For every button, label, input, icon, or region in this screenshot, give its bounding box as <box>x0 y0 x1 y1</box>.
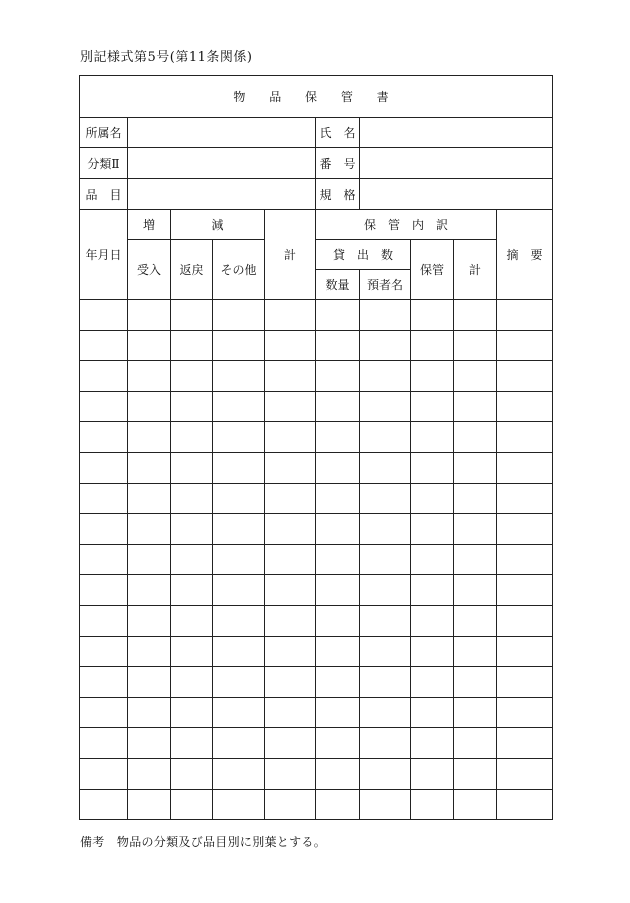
entry-cell[interactable] <box>316 789 360 820</box>
entry-cell[interactable] <box>360 391 411 422</box>
entry-cell[interactable] <box>497 514 553 545</box>
entry-cell[interactable] <box>128 452 171 483</box>
table-row <box>80 483 553 514</box>
entry-cell[interactable] <box>316 361 360 392</box>
entry-cell[interactable] <box>454 697 497 728</box>
affiliation-field[interactable] <box>128 118 316 148</box>
entry-cell[interactable] <box>360 300 411 331</box>
entry-cell[interactable] <box>213 789 265 820</box>
entry-cell[interactable] <box>411 422 454 453</box>
entry-cell[interactable] <box>213 391 265 422</box>
info-row-item <box>80 179 553 210</box>
entry-cell[interactable] <box>171 667 213 698</box>
entry-cell[interactable] <box>360 514 411 545</box>
entry-cell[interactable] <box>454 300 497 331</box>
entry-cell[interactable] <box>265 697 316 728</box>
item-field[interactable] <box>128 179 316 210</box>
entry-cell[interactable] <box>316 544 360 575</box>
entry-cell[interactable] <box>80 361 128 392</box>
custodian-column-header: 預者名 <box>360 270 411 300</box>
entry-cell[interactable] <box>360 452 411 483</box>
entry-cell[interactable] <box>497 697 553 728</box>
storage-breakdown-header: 保 管 内 訳 <box>316 210 497 240</box>
entry-cell[interactable] <box>171 697 213 728</box>
entry-cell[interactable] <box>316 300 360 331</box>
increase-column-header: 増 <box>128 210 171 240</box>
number-field[interactable] <box>360 148 553 179</box>
entry-cell[interactable] <box>497 452 553 483</box>
category-label: 分類Ⅱ <box>80 148 128 179</box>
entry-cell[interactable] <box>213 636 265 667</box>
affiliation-label: 所属名 <box>80 118 128 148</box>
entry-cell[interactable] <box>171 330 213 361</box>
name-label: 氏 名 <box>316 118 360 148</box>
entry-cell[interactable] <box>265 758 316 789</box>
entry-cell[interactable] <box>171 789 213 820</box>
entry-cell[interactable] <box>213 575 265 606</box>
entry-cell[interactable] <box>360 636 411 667</box>
entry-cell[interactable] <box>454 361 497 392</box>
lent-count-header: 貸 出 数 <box>316 240 411 270</box>
entry-cell[interactable] <box>454 789 497 820</box>
entry-cell[interactable] <box>360 422 411 453</box>
entry-cell[interactable] <box>80 697 128 728</box>
entry-cell[interactable] <box>265 483 316 514</box>
entry-cell[interactable] <box>213 483 265 514</box>
breakdown-total-header: 計 <box>454 240 497 300</box>
entry-cell[interactable] <box>411 361 454 392</box>
entry-cell[interactable] <box>411 636 454 667</box>
entry-cell[interactable] <box>80 789 128 820</box>
entry-cell[interactable] <box>265 514 316 545</box>
entry-cell[interactable] <box>171 452 213 483</box>
entry-cell[interactable] <box>80 667 128 698</box>
entry-cell[interactable] <box>316 636 360 667</box>
entry-cell[interactable] <box>213 300 265 331</box>
entry-cell[interactable] <box>360 789 411 820</box>
table-row <box>80 391 553 422</box>
return-column-header: 返戻 <box>171 240 213 300</box>
entry-cell[interactable] <box>80 391 128 422</box>
entry-cell[interactable] <box>497 391 553 422</box>
table-row <box>80 789 553 820</box>
entry-cell[interactable] <box>454 728 497 759</box>
entry-cell[interactable] <box>80 728 128 759</box>
entry-cell[interactable] <box>171 483 213 514</box>
quantity-column-header: 数量 <box>316 270 360 300</box>
entry-cell[interactable] <box>316 605 360 636</box>
entry-cell[interactable] <box>360 544 411 575</box>
entry-cell[interactable] <box>316 422 360 453</box>
entry-cell[interactable] <box>265 361 316 392</box>
entry-cell[interactable] <box>213 758 265 789</box>
entry-cell[interactable] <box>497 330 553 361</box>
entry-cell[interactable] <box>411 300 454 331</box>
entry-cell[interactable] <box>171 300 213 331</box>
entry-cell[interactable] <box>411 514 454 545</box>
table-row <box>80 452 553 483</box>
table-row <box>80 330 553 361</box>
entry-cell[interactable] <box>128 514 171 545</box>
entry-cell[interactable] <box>497 361 553 392</box>
category-field[interactable] <box>128 148 316 179</box>
entry-cell[interactable] <box>213 361 265 392</box>
entry-cell[interactable] <box>497 605 553 636</box>
table-row <box>80 605 553 636</box>
spec-label: 規 格 <box>316 179 360 210</box>
date-column-header: 年月日 <box>80 210 128 300</box>
decrease-column-header: 減 <box>171 210 265 240</box>
entry-cell[interactable] <box>316 728 360 759</box>
table-row <box>80 361 553 392</box>
entry-cell[interactable] <box>80 544 128 575</box>
entry-cell[interactable] <box>454 483 497 514</box>
entry-cell[interactable] <box>213 452 265 483</box>
entry-cell[interactable] <box>411 575 454 606</box>
entry-cell[interactable] <box>80 330 128 361</box>
entry-cell[interactable] <box>411 697 454 728</box>
entry-cell[interactable] <box>497 300 553 331</box>
entry-cell[interactable] <box>454 514 497 545</box>
table-row <box>80 514 553 545</box>
entry-cell[interactable] <box>454 575 497 606</box>
table-row <box>80 575 553 606</box>
entry-cell[interactable] <box>316 758 360 789</box>
entry-cell[interactable] <box>497 422 553 453</box>
table-row <box>80 422 553 453</box>
entry-cell[interactable] <box>80 483 128 514</box>
entry-cell[interactable] <box>454 758 497 789</box>
entry-cell[interactable] <box>171 391 213 422</box>
entry-cell[interactable] <box>411 544 454 575</box>
entry-cell[interactable] <box>265 544 316 575</box>
storage-column-header: 保管 <box>411 240 454 300</box>
table-row <box>80 728 553 759</box>
entry-cell[interactable] <box>171 728 213 759</box>
entry-cell[interactable] <box>171 575 213 606</box>
entry-cell[interactable] <box>171 758 213 789</box>
entry-cell[interactable] <box>360 483 411 514</box>
entry-cell[interactable] <box>128 667 171 698</box>
entry-cell[interactable] <box>213 544 265 575</box>
entry-cell[interactable] <box>128 575 171 606</box>
entry-cell[interactable] <box>80 636 128 667</box>
entry-cell[interactable] <box>411 391 454 422</box>
form-title: 物 品 保 管 書 <box>80 76 553 118</box>
storage-form-table <box>79 75 553 820</box>
entry-cell[interactable] <box>411 330 454 361</box>
entry-cell[interactable] <box>213 330 265 361</box>
entry-cell[interactable] <box>497 544 553 575</box>
column-header-row-2 <box>80 240 553 270</box>
entry-cell[interactable] <box>497 728 553 759</box>
entry-cell[interactable] <box>128 697 171 728</box>
entry-cell[interactable] <box>360 667 411 698</box>
entry-cell[interactable] <box>265 789 316 820</box>
entry-cell[interactable] <box>213 422 265 453</box>
entry-cell[interactable] <box>213 667 265 698</box>
entry-cell[interactable] <box>80 422 128 453</box>
entry-cell[interactable] <box>128 483 171 514</box>
entry-cell[interactable] <box>128 789 171 820</box>
entry-cell[interactable] <box>316 330 360 361</box>
remarks-note: 備考 物品の分類及び品目別に別葉とする。 <box>80 835 327 849</box>
entry-cell[interactable] <box>360 758 411 789</box>
entry-cell[interactable] <box>454 544 497 575</box>
entry-cell[interactable] <box>80 514 128 545</box>
entry-cell[interactable] <box>265 330 316 361</box>
form-number-note: 別記様式第5号(第11条関係) <box>80 50 253 65</box>
entry-cell[interactable] <box>497 789 553 820</box>
entry-cell[interactable] <box>128 728 171 759</box>
entry-cell[interactable] <box>128 300 171 331</box>
entry-cell[interactable] <box>497 758 553 789</box>
entry-cell[interactable] <box>497 483 553 514</box>
entry-cell[interactable] <box>411 789 454 820</box>
entry-cell[interactable] <box>213 697 265 728</box>
entry-cell[interactable] <box>171 605 213 636</box>
entry-cell[interactable] <box>454 452 497 483</box>
entry-cell[interactable] <box>411 758 454 789</box>
entry-cell[interactable] <box>80 452 128 483</box>
entry-cell[interactable] <box>128 422 171 453</box>
entry-cell[interactable] <box>265 605 316 636</box>
entry-cell[interactable] <box>360 361 411 392</box>
table-row <box>80 300 553 331</box>
table-row <box>80 697 553 728</box>
entry-cell[interactable] <box>454 330 497 361</box>
entry-cell[interactable] <box>80 758 128 789</box>
entry-cell[interactable] <box>265 422 316 453</box>
column-header-row-1 <box>80 210 553 240</box>
entry-cell[interactable] <box>360 575 411 606</box>
entry-cell[interactable] <box>171 544 213 575</box>
entry-cell[interactable] <box>128 330 171 361</box>
entry-cell[interactable] <box>265 667 316 698</box>
entry-cell[interactable] <box>171 422 213 453</box>
entry-cell[interactable] <box>497 667 553 698</box>
entry-cell[interactable] <box>128 361 171 392</box>
total-column-header: 計 <box>265 210 316 300</box>
entry-cell[interactable] <box>213 605 265 636</box>
entry-cell[interactable] <box>265 391 316 422</box>
entry-cell[interactable] <box>454 667 497 698</box>
table-row <box>80 544 553 575</box>
entry-cell[interactable] <box>316 667 360 698</box>
entry-cell[interactable] <box>316 483 360 514</box>
entry-cell[interactable] <box>316 697 360 728</box>
entry-cell[interactable] <box>454 636 497 667</box>
entry-cell[interactable] <box>454 391 497 422</box>
entry-cell[interactable] <box>128 758 171 789</box>
entry-cell[interactable] <box>316 391 360 422</box>
entry-cell[interactable] <box>171 361 213 392</box>
entry-cell[interactable] <box>454 605 497 636</box>
entry-cell[interactable] <box>316 514 360 545</box>
entry-cell[interactable] <box>360 697 411 728</box>
entry-cell[interactable] <box>265 300 316 331</box>
entry-cell[interactable] <box>316 452 360 483</box>
entry-cell[interactable] <box>171 514 213 545</box>
entry-cell[interactable] <box>171 636 213 667</box>
entry-cell[interactable] <box>411 728 454 759</box>
entry-cell[interactable] <box>213 514 265 545</box>
entry-cell[interactable] <box>316 575 360 606</box>
item-label: 品 目 <box>80 179 128 210</box>
entry-cell[interactable] <box>128 636 171 667</box>
spec-field[interactable] <box>360 179 553 210</box>
entry-cell[interactable] <box>360 605 411 636</box>
entry-cell[interactable] <box>411 605 454 636</box>
entry-cell[interactable] <box>265 452 316 483</box>
entry-cell[interactable] <box>497 575 553 606</box>
entry-cell[interactable] <box>411 483 454 514</box>
entry-cell[interactable] <box>80 300 128 331</box>
entry-cell[interactable] <box>128 605 171 636</box>
table-row <box>80 667 553 698</box>
entry-cell[interactable] <box>265 575 316 606</box>
entry-cell[interactable] <box>454 422 497 453</box>
entry-cell[interactable] <box>497 636 553 667</box>
entry-cell[interactable] <box>265 636 316 667</box>
info-row-affiliation <box>80 118 553 148</box>
entry-cell[interactable] <box>411 667 454 698</box>
entry-cell[interactable] <box>411 452 454 483</box>
entry-cell[interactable] <box>128 544 171 575</box>
entry-cell[interactable] <box>128 391 171 422</box>
entry-cell[interactable] <box>265 728 316 759</box>
name-field[interactable] <box>360 118 553 148</box>
entry-cell[interactable] <box>80 605 128 636</box>
table-row <box>80 758 553 789</box>
receive-column-header: 受入 <box>128 240 171 300</box>
entry-cell[interactable] <box>80 575 128 606</box>
other-column-header: その他 <box>213 240 265 300</box>
table-row <box>80 636 553 667</box>
info-row-category <box>80 148 553 179</box>
ledger-rows <box>80 300 553 820</box>
entry-cell[interactable] <box>360 728 411 759</box>
entry-cell[interactable] <box>360 330 411 361</box>
number-label: 番 号 <box>316 148 360 179</box>
entry-cell[interactable] <box>213 728 265 759</box>
remarks-column-header: 摘 要 <box>497 210 553 300</box>
